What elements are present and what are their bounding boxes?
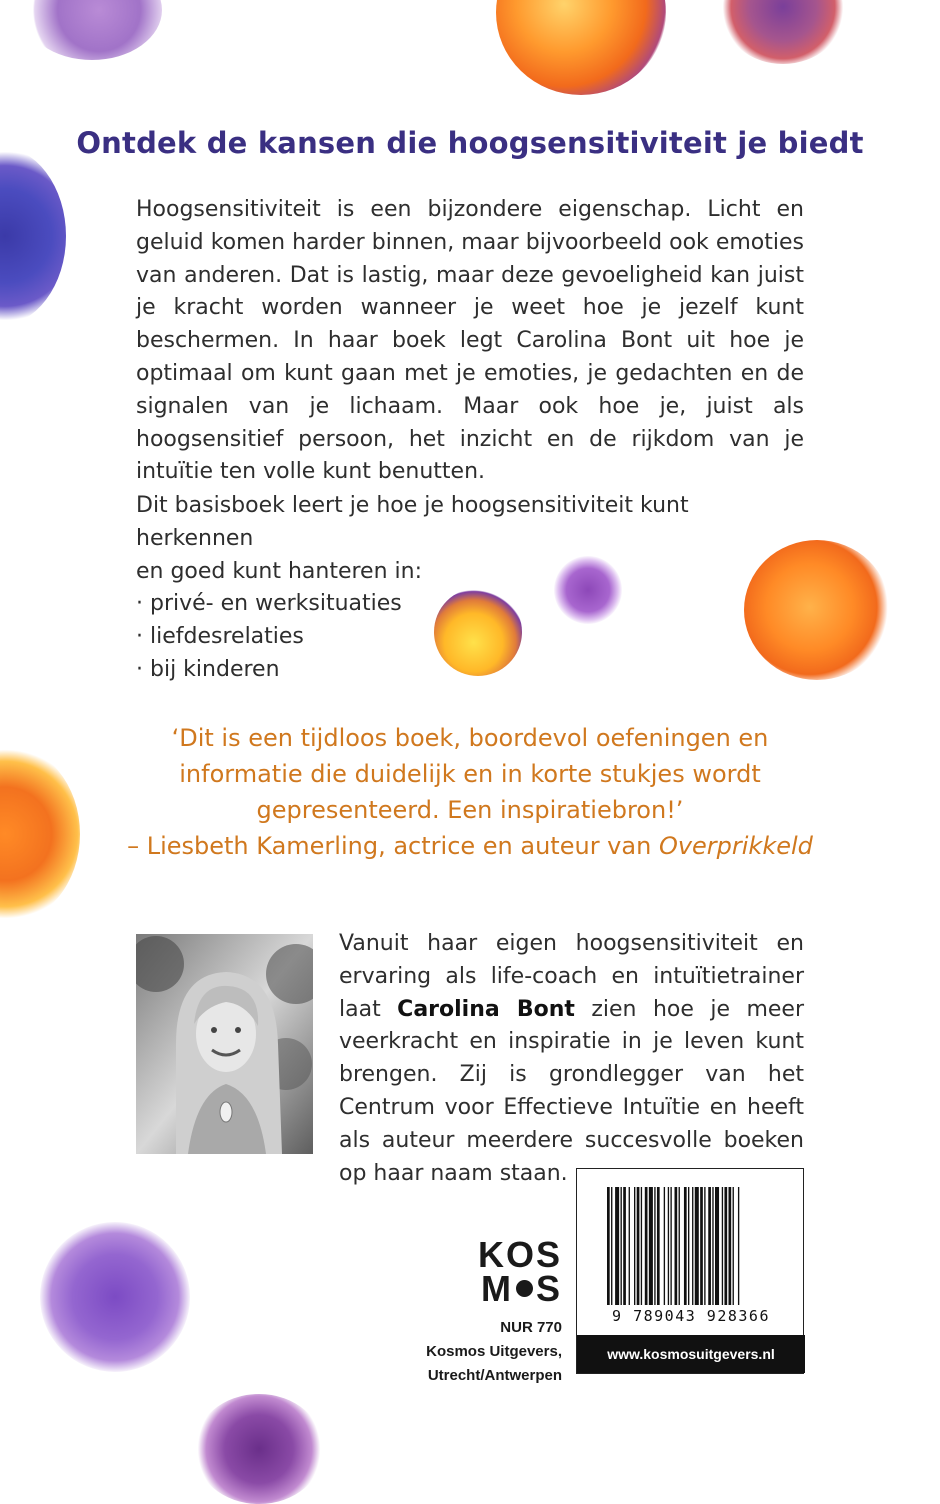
barcode-bar [722,1187,723,1305]
barcode-bar [629,1187,630,1305]
barcode-bar [615,1187,619,1305]
watercolor-blob-purple-bottomleft [40,1222,190,1372]
quote-line-3: gepresenteerd. Een inspiratiebron!’ [256,796,684,824]
basis-line-2: en goed kunt hanteren in: [136,558,422,584]
logo-line-1: KOS [477,1234,562,1275]
barcode-bar [611,1187,612,1305]
barcode-bar [645,1187,648,1305]
logo-line-2 [400,1268,562,1309]
quote-line-1: ‘Dit is een tijdloos boek, boordevol oefeningen en [171,724,769,752]
barcode-bar [684,1187,687,1305]
barcode-bar [738,1187,739,1305]
barcode-bar [733,1187,734,1305]
barcode-bar [708,1187,711,1305]
author-portrait-image [136,934,313,1154]
barcode-bar [695,1187,699,1305]
barcode-bar [715,1187,719,1305]
basis-list [136,588,804,686]
quote-attribution [0,828,940,864]
basis-line-1: Dit basisboek leert je hoe je hoogsensitiviteit kunt herkennen [136,493,689,551]
barcode-bar [729,1187,732,1305]
logo-s: S [535,1268,562,1309]
page-heading: Ontdek de kansen die hoogsensitiviteit je biedt [76,126,864,160]
barcode-bar [670,1187,671,1305]
barcode-box [576,1168,804,1374]
nur-code: NUR 770 [500,1319,562,1336]
publisher-block [400,1234,562,1388]
barcode-bar [641,1187,642,1305]
author-name: Carolina Bont [397,996,575,1022]
barcode-bar [704,1187,705,1305]
quote-line-2: informatie die duidelijk en in korte stukjes wordt [179,760,761,788]
barcode-bar [657,1187,660,1305]
barcode-bar [692,1187,693,1305]
barcode-bar [700,1187,703,1305]
barcode-bar [634,1187,635,1305]
watercolor-blob-blue-left [0,146,66,326]
barcode-icon [607,1187,785,1305]
barcode-bar [607,1187,610,1305]
logo-dot-icon [516,1280,533,1297]
isbn-number: 9 789043 928366 [612,1307,770,1325]
barcode-bar [623,1187,626,1305]
list-item: · liefdesrelaties [136,621,804,654]
barcode-bar [688,1187,689,1305]
watercolor-blob-purple-bottom [194,1394,324,1504]
publisher-info [400,1316,562,1388]
basis-section [136,490,804,687]
author-bio [339,928,804,1190]
publisher-name: Kosmos Uitgevers, [426,1343,562,1360]
bio-text-2: zien hoe je meer veerkracht en inspiratie in je leven kunt brengen. Zij is grondlegger van het Centrum voor Effectieve Intuïtie en heeft als auteur meerdere succesvolle boeken op haar naam staan. [339,996,805,1186]
barcode-bar [637,1187,640,1305]
barcode-bar [724,1187,727,1305]
watercolor-blob-orange-top [496,0,666,95]
attribution-work-title: Overprikkeld [658,832,813,860]
barcode-bar [664,1187,665,1305]
barcode-bar [679,1187,680,1305]
logo-m: M [480,1268,513,1309]
barcode-bar [668,1187,669,1305]
barcode-bar [712,1187,713,1305]
barcode-bar [654,1187,655,1305]
publisher-location: Utrecht/Antwerpen [427,1367,562,1384]
watercolor-blob-purple-topright [722,0,844,64]
attribution-text: – Liesbeth Kamerling, actrice en auteur van [127,832,659,860]
list-item: · privé- en werksituaties [136,588,804,621]
review-quote [0,720,940,864]
intro-paragraph: Hoogsensitiviteit is een bijzondere eigenschap. Licht en geluid komen harder binnen, maar bijvoorbeeld ook emoties van anderen. Dat is lastig, maar deze gevoeligheid kan juist je kracht worden wanneer je weet hoe je jezelf kunt beschermen. In haar boek legt Carolina Bont uit hoe je optimaal om kunt gaan met je emoties, je gedachten en de signalen van je lichaam. Maar ook hoe je, juist als hoogsensitief persoon, het inzicht en de rijkdom van je intuïtie ten volle kunt benutten. [136,197,804,485]
publisher-logo [400,1234,562,1309]
author-photo [136,934,313,1154]
barcode-bar [649,1187,653,1305]
list-item: · bij kinderen [136,654,804,687]
publisher-url: www.kosmosuitgevers.nl [577,1335,805,1373]
bio-text-1: Vanuit haar eigen hoogsensitiviteit en ervaring als life-coach en intuïtietrainer laat [339,931,804,1022]
barcode-bar [675,1187,678,1305]
barcode-bar [621,1187,622,1305]
watercolor-blob-purple-topleft [22,0,162,60]
